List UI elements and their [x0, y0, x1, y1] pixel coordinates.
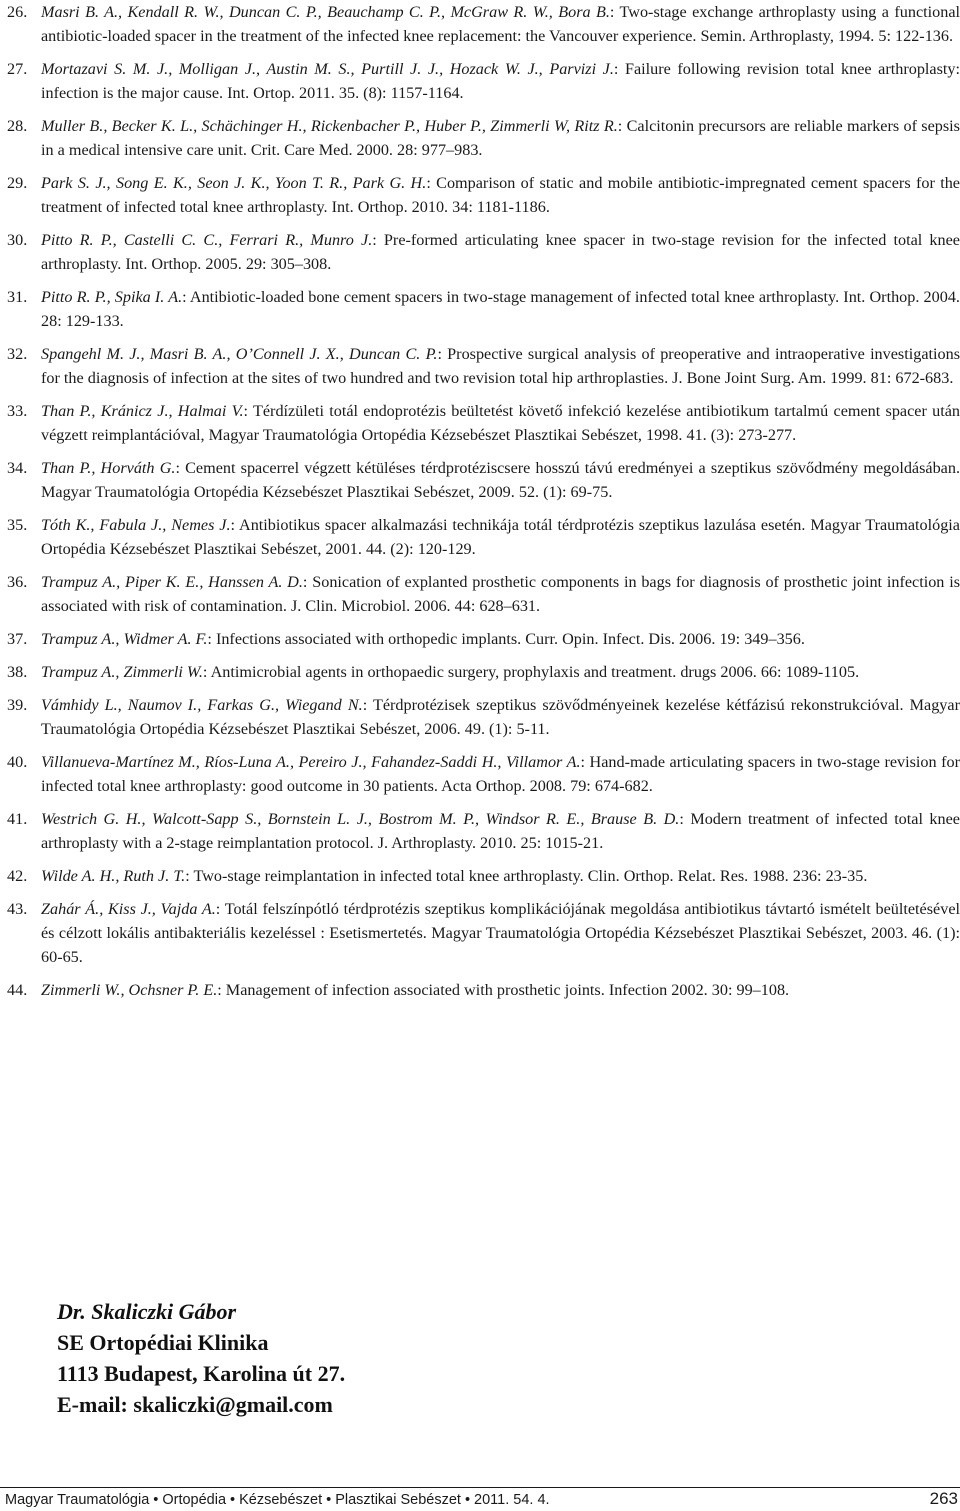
footer-journal-part: Kézsebészet: [239, 1492, 323, 1508]
reference-entry: [7, 807, 960, 855]
reference-number: 30.: [7, 231, 28, 249]
reference-authors: Trampuz A., Piper K. E., Hanssen A. D.: [41, 573, 303, 591]
footer-journal-part: Plasztikai Sebészet: [335, 1492, 461, 1508]
reference-number: 29.: [7, 174, 28, 192]
footer-journal-part: 2011. 54. 4.: [474, 1492, 550, 1508]
author-address: [57, 1296, 345, 1420]
reference-authors: Than P., Horváth G.: [41, 459, 176, 477]
reference-citation: : Two-stage reimplantation in infected total knee arthroplasty. Clin. Orthop. Relat. Res. 1988. 236: 23-35.: [185, 867, 868, 885]
reference-citation: : Infections associated with orthopedic implants. Curr. Opin. Infect. Dis. 2006. 19: 349–356.: [207, 630, 805, 648]
reference-number: 43.: [7, 900, 28, 918]
reference-entry: [7, 660, 960, 684]
reference-entry: [7, 0, 960, 48]
footer-separator: •: [326, 1492, 332, 1508]
reference-citation: : Calcitonin precursors are reliable markers of sepsis in a medical intensive care unit. Crit. Care Med. 2000. 28: 977–983.: [41, 117, 960, 159]
reference-entry: [7, 864, 960, 888]
reference-entry: [7, 897, 960, 969]
footer-separator: •: [153, 1492, 159, 1508]
reference-authors: Pitto R. P., Castelli C. C., Ferrari R., Munro J.: [41, 231, 373, 249]
reference-number: 28.: [7, 117, 28, 135]
email-address: E-mail: skaliczki@gmail.com: [57, 1392, 333, 1417]
footer-separator: •: [230, 1492, 236, 1508]
reference-citation: : Antibiotic-loaded bone cement spacers in two-stage management of infected total knee arthroplasty. Int. Orthop. 2004. 28: 129-133.: [41, 288, 960, 330]
reference-citation: : Management of infection associated with prosthetic joints. Infection 2002. 30: 99–108.: [217, 981, 790, 999]
reference-number: 33.: [7, 402, 28, 420]
reference-entry: [7, 627, 960, 651]
reference-number: 44.: [7, 981, 28, 999]
reference-citation: : Antibiotikus spacer alkalmazási technikája totál térdprotézis szeptikus lazulása esetén. Magyar Traumatológia Ortopédia Kézsebészet Plasztikai Sebészet, 2001. 44. (2): 120-129.: [41, 516, 960, 558]
reference-number: 41.: [7, 810, 28, 828]
page-number: 263: [929, 1489, 958, 1508]
reference-authors: Tóth K., Fabula J., Nemes J.: [41, 516, 231, 534]
reference-number: 36.: [7, 573, 28, 591]
reference-entry: [7, 342, 960, 390]
reference-authors: Than P., Kránicz J., Halmai V.: [41, 402, 244, 420]
reference-authors: Zahár Á., Kiss J., Vajda A.: [41, 900, 216, 918]
reference-authors: Pitto R. P., Spika I. A.: [41, 288, 183, 306]
reference-citation: : Comparison of static and mobile antibiotic-impregnated cement spacers for the treatment of infected total knee arthroplasty. Int. Orthop. 2010. 34: 1181-1186.: [41, 174, 960, 216]
reference-authors: Spangehl M. J., Masri B. A., O’Connell J. X., Duncan C. P.: [41, 345, 438, 363]
reference-authors: Trampuz A., Widmer A. F.: [41, 630, 208, 648]
footer-journal-part: Magyar Traumatológia: [5, 1492, 150, 1508]
reference-entry: [7, 228, 960, 276]
reference-citation: : Hand-made articulating spacers in two-stage revision for infected total knee arthroplasty: good outcome in 30 patients. Acta Orthop. 2008. 79: 674-682.: [41, 753, 960, 795]
reference-citation: : Two-stage exchange arthroplasty using a functional antibiotic-loaded spacer in the treatment of the infected knee replacement: the Vancouver experience. Semin. Arthroplasty, 1994. 5: 122-136.: [41, 3, 960, 45]
reference-citation: : Sonication of explanted prosthetic components in bags for diagnosis of prosthetic joint infection is associated with risk of contamination. J. Clin. Microbiol. 2006. 44: 628–631.: [41, 573, 960, 615]
reference-authors: Zimmerli W., Ochsner P. E.: [41, 981, 218, 999]
footer-journal-part: Ortopédia: [162, 1492, 227, 1508]
reference-citation: : Térdízületi totál endoprotézis beültetést követő infekció kezelése antibiotikum tartalmú cement spacer után végzett reimplantációval, Magyar Traumatológia Ortopédia Kézsebészet Plasztikai Sebészet, 1998. 41. (3): 273-277.: [41, 402, 960, 444]
reference-entry: [7, 750, 960, 798]
reference-entry: [7, 456, 960, 504]
reference-citation: : Antimicrobial agents in orthopaedic surgery, prophylaxis and treatment. drugs 2006. 66: 1089-1105.: [202, 663, 860, 681]
reference-entry: [7, 978, 960, 1002]
reference-authors: Muller B., Becker K. L., Schächinger H., Rickenbacher P., Huber P., Zimmerli W, Ritz R.: [41, 117, 618, 135]
reference-authors: Wilde A. H., Ruth J. T.: [41, 867, 186, 885]
reference-number: 35.: [7, 516, 28, 534]
reference-authors: Park S. J., Song E. K., Seon J. K., Yoon T. R., Park G. H.: [41, 174, 427, 192]
reference-authors: Westrich G. H., Walcott-Sapp S., Bornstein L. J., Bostrom M. P., Windsor R. E., Brause B. D.: [41, 810, 680, 828]
reference-authors: Villanueva-Martínez M., Ríos-Luna A., Pereiro J., Fahandez-Saddi H., Villamor A.: [41, 753, 581, 771]
reference-number: 34.: [7, 459, 28, 477]
footer-separator: •: [464, 1492, 471, 1508]
reference-authors: Vámhidy L., Naumov I., Farkas G., Wiegand N.: [41, 696, 363, 714]
reference-number: 26.: [7, 3, 28, 21]
reference-entry: [7, 57, 960, 105]
reference-entry: [7, 114, 960, 162]
reference-number: 42.: [7, 867, 28, 885]
reference-authors: Masri B. A., Kendall R. W., Duncan C. P., Beauchamp C. P., McGraw R. W., Bora B.: [41, 3, 610, 21]
reference-number: 27.: [7, 60, 28, 78]
author-name: Dr. Skaliczki Gábor: [57, 1299, 237, 1324]
footer-divider: [0, 1487, 960, 1488]
reference-citation: : Totál felszínpótló térdprotézis szeptikus komplikációjának megoldása antibiotikus távtartó ismételt beültetésével és célzott lokális antibakteriális kezeléssel : Esetismertetés. Magyar Traumatológia Ortopédia Kézsebészet Plasztikai Sebészet, 2003. 46. (1): 60-65.: [41, 900, 960, 966]
reference-authors: Mortazavi S. M. J., Molligan J., Austin M. S., Purtill J. J., Hozack W. J., Parvizi J.: [41, 60, 614, 78]
reference-number: 38.: [7, 663, 28, 681]
street-address: 1113 Budapest, Karolina út 27.: [57, 1361, 346, 1386]
journal-footer: [5, 1491, 550, 1509]
reference-citation: : Cement spacerrel végzett kétüléses térdprotéziscsere hosszú távú eredményei a szeptikus szövődmény megoldásában. Magyar Traumatológia Ortopédia Kézsebészet Plasztikai Sebészet, 2009. 52. (1): 69-75.: [41, 459, 960, 501]
reference-entry: [7, 693, 960, 741]
reference-citation: : Modern treatment of infected total knee arthroplasty with a 2-stage reimplantation protocol. J. Arthroplasty. 2010. 25: 1015-21.: [41, 810, 960, 852]
reference-citation: : Térdprotézisek szeptikus szövődményeinek kezelése kétfázisú rekonstrukcióval. Magyar Traumatológia Ortopédia Kézsebészet Plasztikai Sebészet, 2006. 49. (1): 5-11.: [41, 696, 960, 738]
reference-number: 39.: [7, 696, 28, 714]
reference-list: [7, 0, 960, 1011]
reference-entry: [7, 171, 960, 219]
reference-entry: [7, 285, 960, 333]
reference-authors: Trampuz A., Zimmerli W.: [41, 663, 203, 681]
reference-entry: [7, 570, 960, 618]
reference-number: 40.: [7, 753, 28, 771]
reference-entry: [7, 399, 960, 447]
reference-number: 31.: [7, 288, 28, 306]
reference-entry: [7, 513, 960, 561]
reference-citation: : Pre-formed articulating knee spacer in two-stage revision for the infected total knee arthroplasty. Int. Orthop. 2005. 29: 305–308.: [41, 231, 960, 273]
reference-number: 32.: [7, 345, 28, 363]
reference-citation: : Failure following revision total knee arthroplasty: infection is the major cause. Int. Ortop. 2011. 35. (8): 1157-1164.: [41, 60, 960, 102]
reference-number: 37.: [7, 630, 28, 648]
reference-citation: : Prospective surgical analysis of preoperative and intraoperative investigations for the diagnosis of infection at the sites of two hundred and two revision total hip arthroplasties. J. Bone Joint Surg. Am. 1999. 81: 672-683.: [41, 345, 960, 387]
clinic-name: SE Ortopédiai Klinika: [57, 1330, 269, 1355]
